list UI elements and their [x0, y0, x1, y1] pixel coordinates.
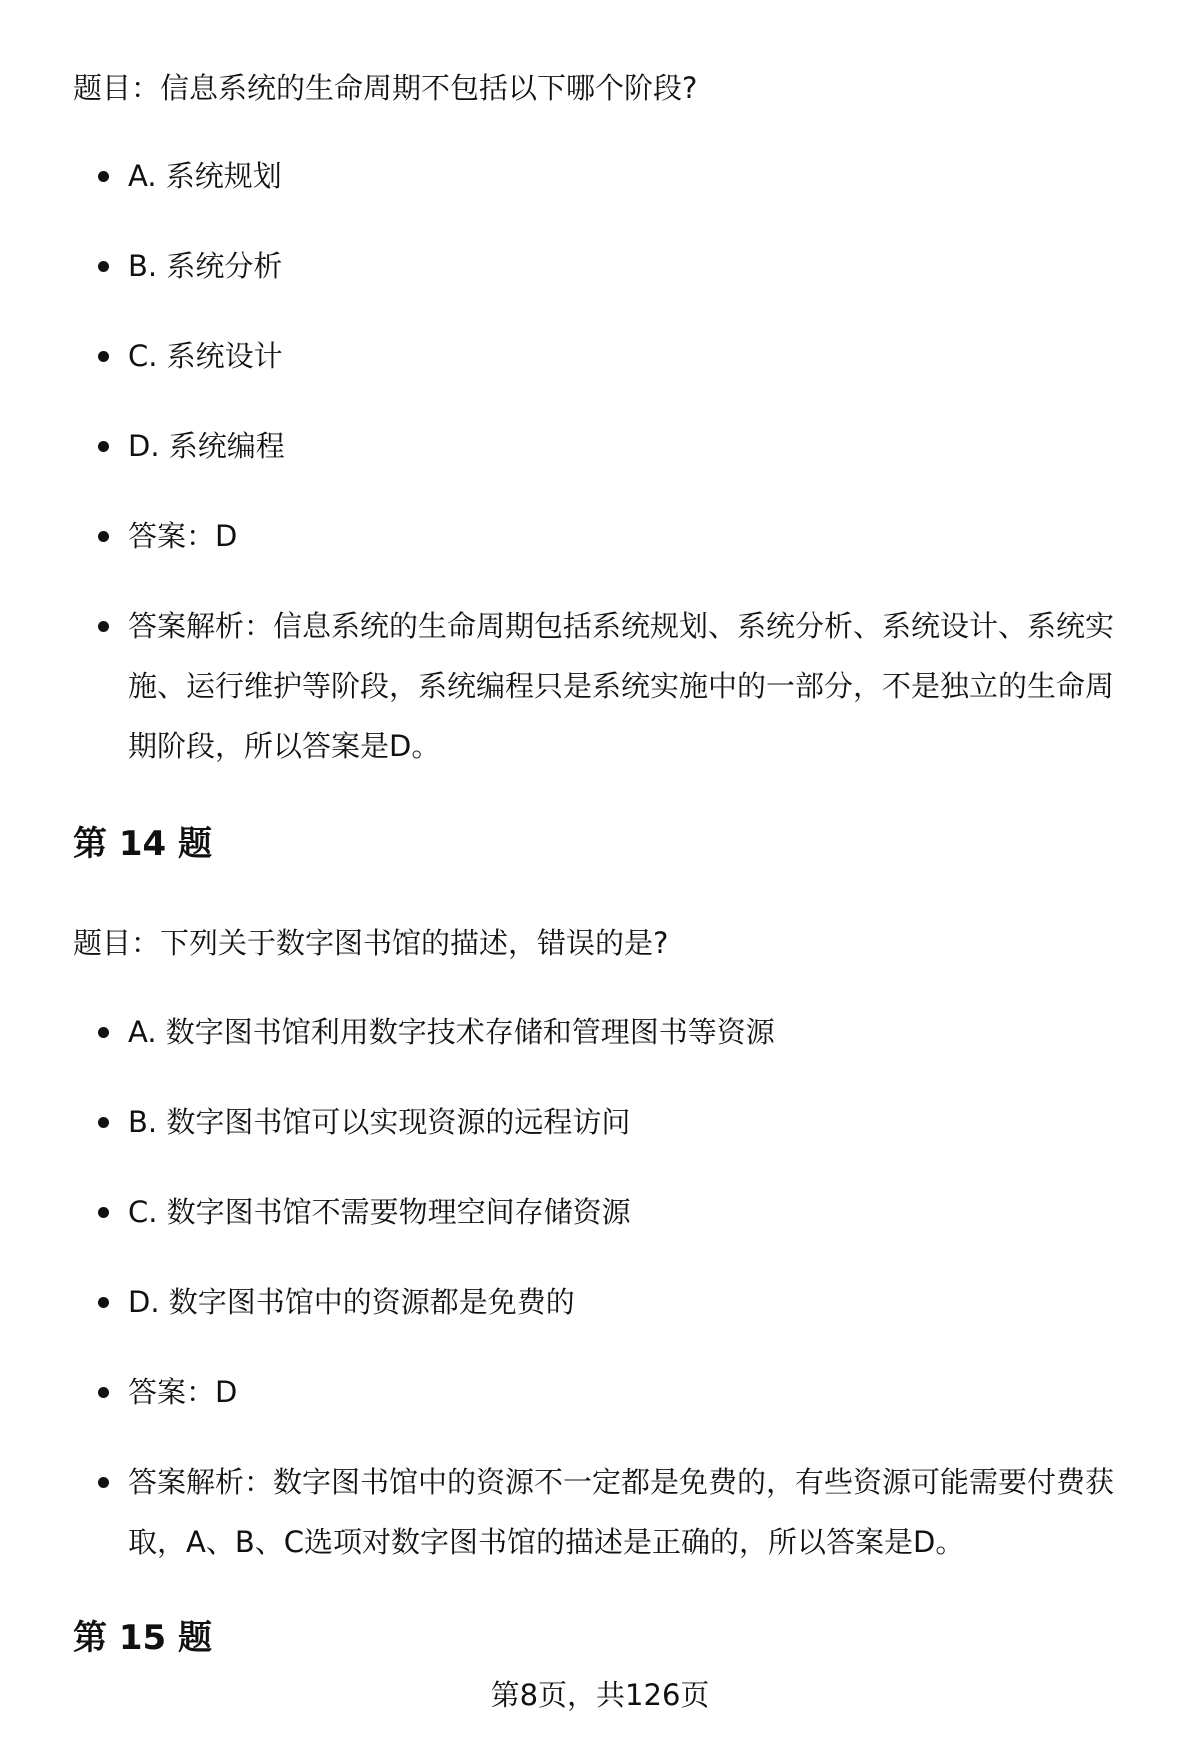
page-footer: 第8页，共126页: [490, 1678, 710, 1712]
option-d: D. 数字图书馆中的资源都是免费的: [0, 1282, 1200, 1322]
option-d: D. 系统编程: [0, 426, 1200, 466]
option-b: B. 系统分析: [0, 246, 1200, 286]
answer: 答案：D: [0, 1372, 1200, 1412]
answer: 答案：D: [0, 516, 1200, 556]
question-heading: 第 15 题: [73, 1618, 212, 1658]
answer-explanation: 答案解析：数字图书馆中的资源不一定都是免费的，有些资源可能需要付费获取，A、B、C选项对数字图书馆的描述是正确的，所以答案是D。: [0, 1452, 1200, 1572]
option-a: A. 数字图书馆利用数字技术存储和管理图书等资源: [0, 1012, 1200, 1052]
question-text: 题目：下列关于数字图书馆的描述，错误的是?: [73, 926, 669, 960]
question-text: 题目：信息系统的生命周期不包括以下哪个阶段?: [73, 71, 698, 105]
answer-explanation: 答案解析：信息系统的生命周期包括系统规划、系统分析、系统设计、系统实施、运行维护等阶段，系统编程只是系统实施中的一部分，不是独立的生命周期阶段，所以答案是D。: [0, 596, 1200, 776]
option-c: C. 数字图书馆不需要物理空间存储资源: [0, 1192, 1200, 1232]
option-c: C. 系统设计: [0, 336, 1200, 376]
option-list: [0, 156, 1200, 826]
option-a: A. 系统规划: [0, 156, 1200, 196]
question-heading: 第 14 题: [73, 824, 212, 864]
option-b: B. 数字图书馆可以实现资源的远程访问: [0, 1102, 1200, 1142]
option-list: [0, 1012, 1200, 1622]
